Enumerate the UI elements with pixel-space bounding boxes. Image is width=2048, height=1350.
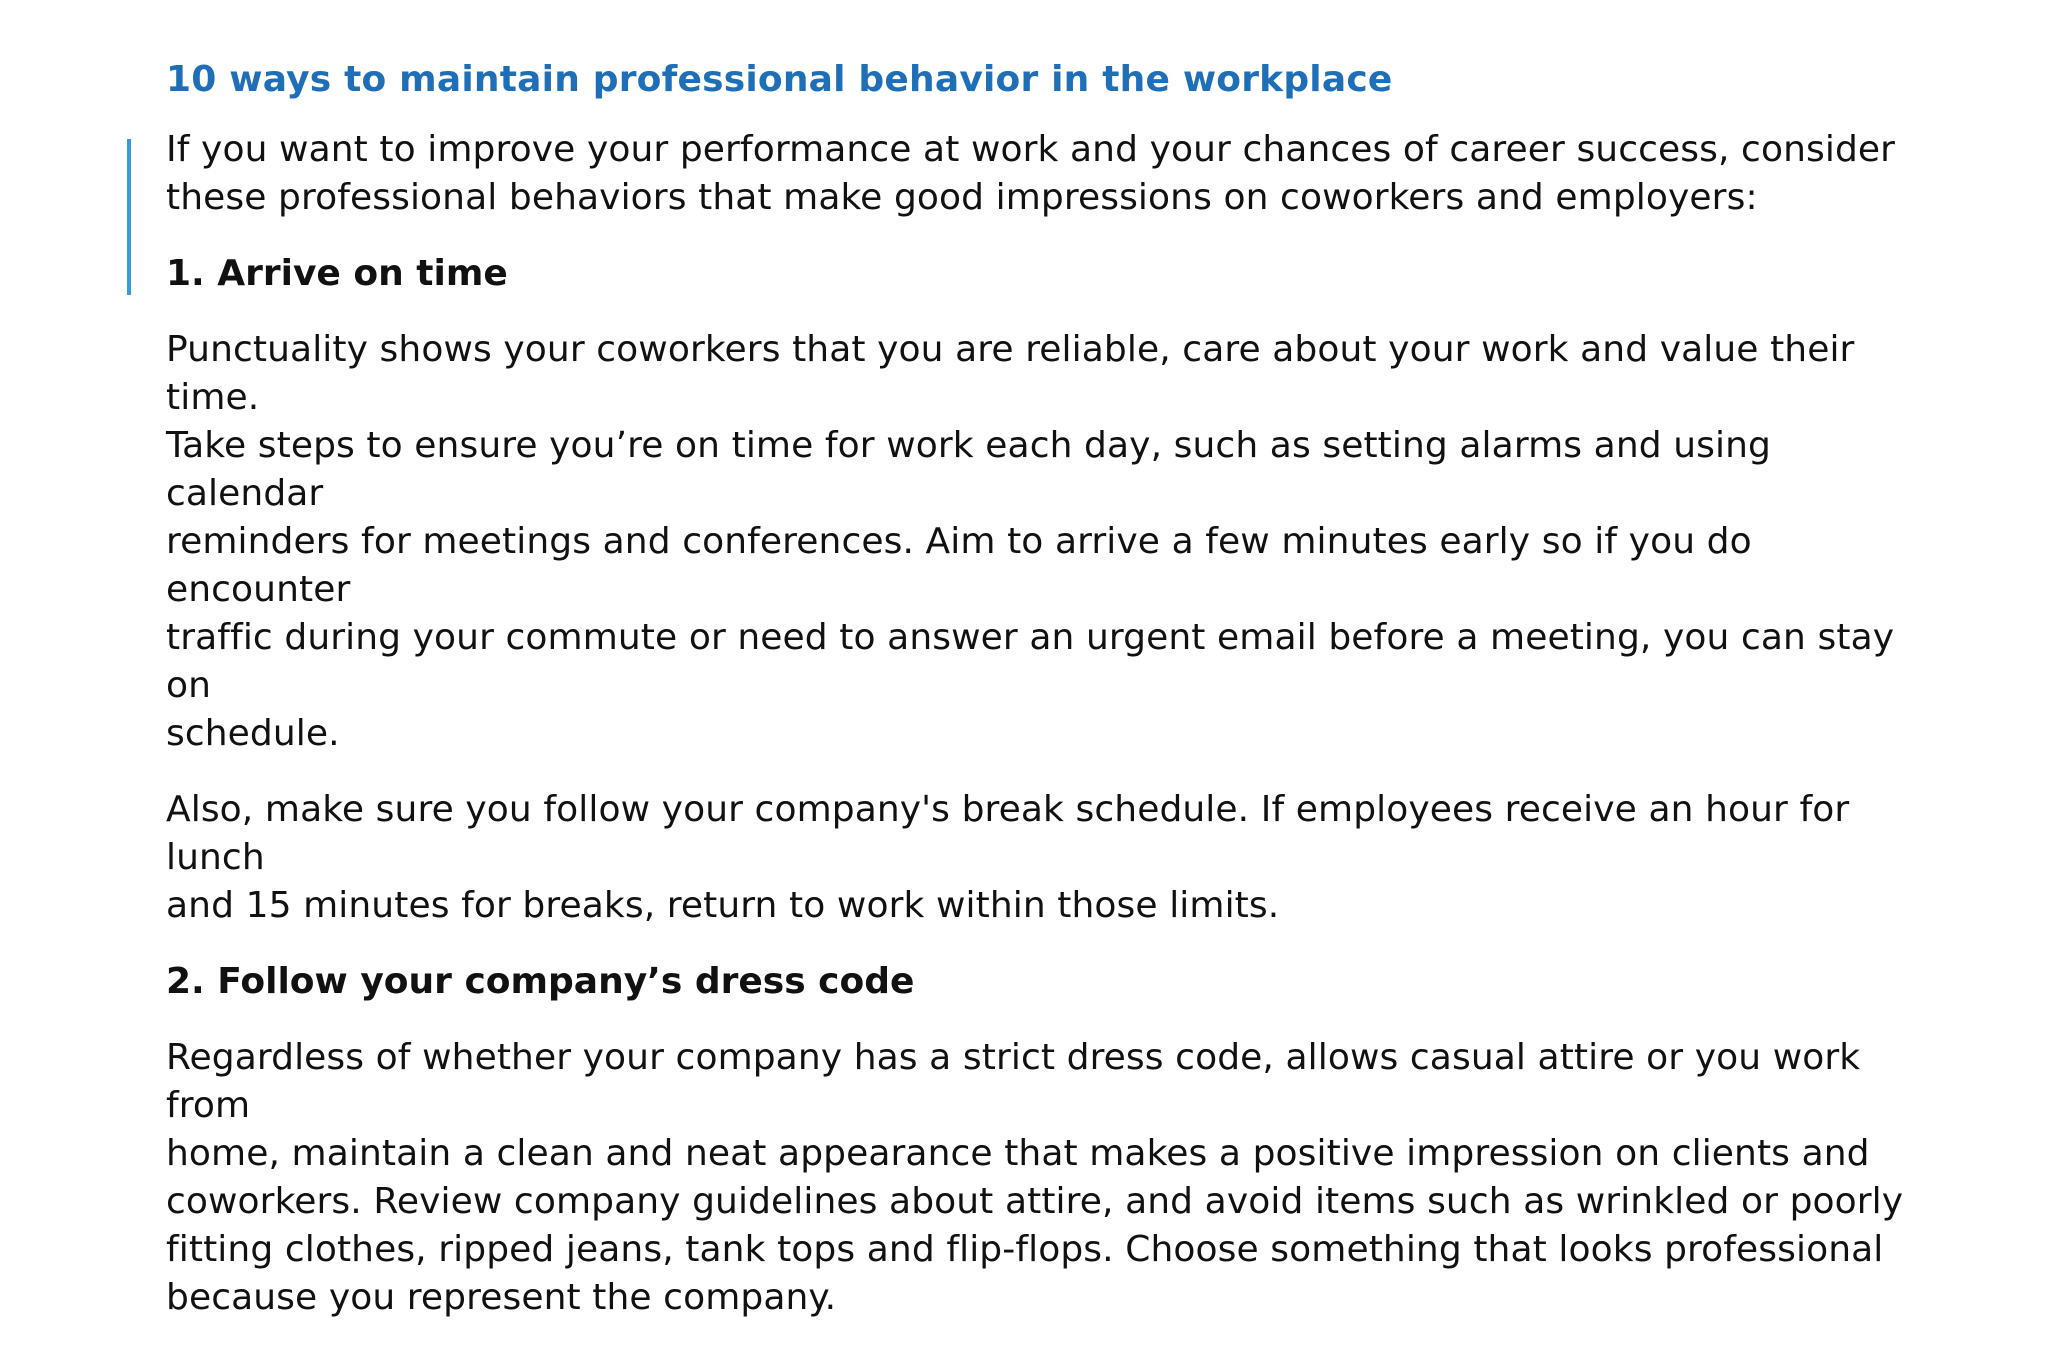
slide-title: 10 ways to maintain professional behavior in the workplace — [166, 59, 1393, 100]
section-heading-dress-code: 2. Follow your company’s dress code — [166, 961, 915, 1002]
accent-bar — [127, 139, 131, 295]
slide-content — [166, 56, 1926, 1350]
section1-paragraph-1: Punctuality shows your coworkers that you are reliable, care about your work and value their time. Take steps to ensure you’re on time for work each day, such as setting alarms and using calendar reminders for meetings and conferences. Aim to arrive a few minutes early so if you do encounter traffic during your commute or need to answer an urgent email before a meeting, you can stay on schedule. — [166, 329, 1895, 754]
section-heading-arrive-on-time: 1. Arrive on time — [166, 253, 508, 294]
section2-paragraph-1: Regardless of whether your company has a strict dress code, allows casual attire or you work from home, maintain a clean and neat appearance that makes a positive impression on clients and coworkers. Review company guidelines about attire, and avoid items such as wrinkled or poorly fitting clothes, ripped jeans, tank tops and flip-flops. Choose something that looks professional because you represent the company. — [166, 1037, 1904, 1318]
intro-paragraph: If you want to improve your performance at work and your chances of career success, consider these professional behaviors that make good impressions on coworkers and employers: — [166, 129, 1896, 218]
section1-paragraph-2: Also, make sure you follow your company's break schedule. If employees receive an hour for lunch and 15 minutes for breaks, return to work within those limits. — [166, 789, 1850, 926]
